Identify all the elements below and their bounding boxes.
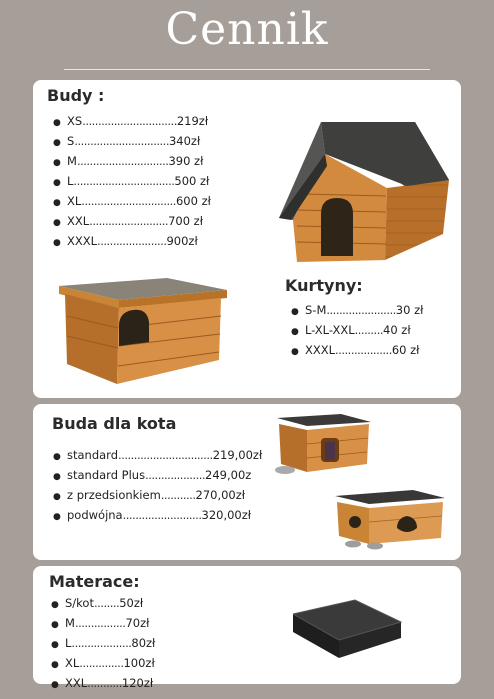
item-leader: ......... [354, 323, 384, 337]
list-item: ● S/kot ........ 50zł [51, 596, 144, 610]
item-size: XS [67, 114, 83, 128]
list-item: ● XXXL ...................... 900zł [53, 234, 198, 248]
item-size: M [67, 154, 77, 168]
item-size: XL [65, 656, 80, 670]
item-price: 390 zł [168, 154, 204, 168]
buda-kota-heading: Buda dla kota [52, 414, 177, 433]
item-leader: ................... [71, 636, 132, 650]
page-title: Cennik [165, 4, 329, 55]
item-leader: ...................... [326, 303, 396, 317]
item-price: 500 zł [174, 174, 210, 188]
kurtyny-heading: Kurtyny: [285, 276, 363, 295]
title-divider [64, 69, 430, 70]
item-size: S [67, 134, 75, 148]
item-price: 219zł [176, 114, 209, 128]
list-item: ● XL .............................. 600 zł [53, 194, 211, 208]
item-size: XXXL [67, 234, 98, 248]
list-item: ● standard Plus ................... 249,00z [53, 468, 252, 482]
item-price: 100zł [123, 656, 155, 670]
list-item: ● M ............................. 390 zł [53, 154, 204, 168]
list-item: ● XXL ......................... 700 zł [53, 214, 203, 228]
item-size: L [65, 636, 72, 650]
item-size: L [67, 174, 74, 188]
item-size: standard Plus [67, 468, 146, 482]
item-leader: .............................. [118, 448, 213, 462]
list-item: ● z przedsionkiem ........... 270,00zł [53, 488, 246, 502]
item-leader: .............................. [74, 134, 169, 148]
buda-kota-price-list [53, 446, 262, 526]
item-price: 50zł [119, 596, 144, 610]
item-size: XL [67, 194, 82, 208]
item-leader: .................. [335, 343, 392, 357]
list-item: ● S-M ...................... 30 zł [291, 303, 424, 317]
materace-price-list [51, 594, 155, 694]
materace-card [33, 566, 461, 690]
item-price: 120zł [121, 676, 154, 690]
item-size: standard [67, 448, 119, 462]
pitched-roof-doghouse-image [275, 114, 453, 266]
kurtyny-price-list [291, 301, 423, 361]
list-item: ● XXL ........... 120zł [51, 676, 154, 690]
list-item: ● XXXL .................. 60 zł [291, 343, 420, 357]
materace-heading: Materace: [49, 572, 140, 591]
item-leader: ................... [145, 468, 206, 482]
item-leader: ......................... [89, 214, 169, 228]
list-item: ● podwójna ......................... 320,00zł [53, 508, 252, 522]
item-price: 700 zł [168, 214, 203, 228]
item-price: 320,00zł [201, 508, 252, 522]
item-size: z przedsionkiem [67, 488, 161, 502]
item-size: podwójna [67, 508, 123, 522]
double-cat-house-image [333, 488, 447, 550]
list-item: ● XS .............................. 219zł [53, 114, 209, 128]
item-leader: ........... [87, 676, 122, 690]
item-leader: ........... [160, 488, 196, 502]
item-leader: ................ [74, 616, 126, 630]
item-leader: ............................. [76, 154, 169, 168]
item-size: XXL [65, 676, 88, 690]
item-price: 70zł [125, 616, 150, 630]
buda-kota-card [33, 404, 461, 560]
list-item: ● XL .............. 100zł [51, 656, 155, 670]
item-leader: ................................ [73, 174, 175, 188]
item-price: 600 zł [175, 194, 211, 208]
list-item: ● standard .............................. 219,00zł [53, 448, 263, 462]
item-leader: ......................... [122, 508, 202, 522]
mattress-image [283, 596, 403, 666]
cat-house-image [273, 412, 373, 480]
budy-card [33, 80, 461, 398]
item-price: 30 zł [395, 303, 424, 317]
flat-roof-doghouse-image [57, 276, 229, 388]
item-size: XXXL [305, 343, 336, 357]
item-leader: .............................. [82, 114, 177, 128]
item-size: M [65, 616, 75, 630]
item-size: S/kot [65, 596, 94, 610]
item-size: XXL [67, 214, 90, 228]
list-item: ● L ................... 80zł [51, 636, 156, 650]
item-size: L-XL-XXL [305, 323, 355, 337]
item-leader: ...................... [97, 234, 167, 248]
item-price: 80zł [131, 636, 156, 650]
item-leader: .............. [79, 656, 124, 670]
list-item: ● L ................................ 500 zł [53, 174, 210, 188]
list-item: ● S .............................. 340zł [53, 134, 201, 148]
item-price: 270,00zł [195, 488, 246, 502]
item-size: S-M [305, 303, 327, 317]
budy-price-list [53, 112, 211, 252]
item-price: 249,00z [205, 468, 252, 482]
list-item: ● M ................ 70zł [51, 616, 150, 630]
item-leader: .............................. [81, 194, 176, 208]
item-price: 340zł [168, 134, 201, 148]
item-leader: ........ [93, 596, 120, 610]
item-price: 40 zł [383, 323, 411, 337]
item-price: 219,00zł [212, 448, 263, 462]
item-price: 60 zł [391, 343, 420, 357]
item-price: 900zł [166, 234, 198, 248]
list-item: ● L-XL-XXL ......... 40 zł [291, 323, 411, 337]
budy-heading: Budy : [47, 86, 105, 105]
